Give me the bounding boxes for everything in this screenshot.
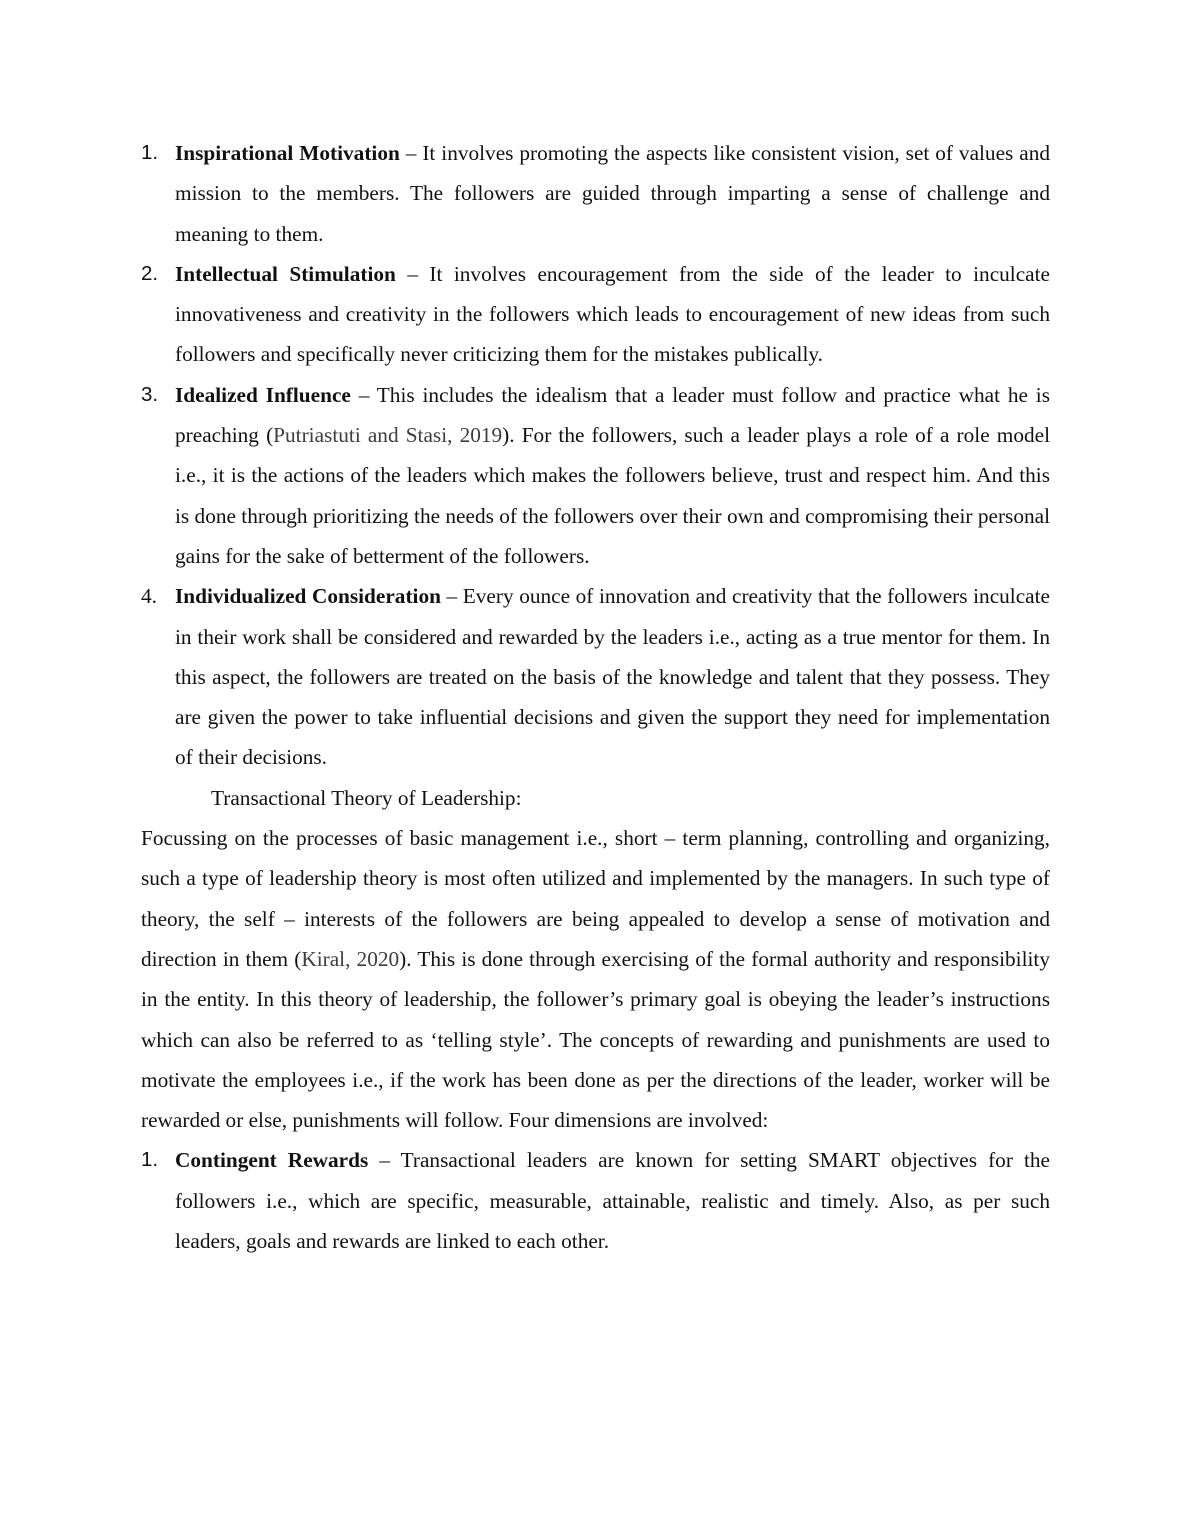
list-term: Inspirational Motivation bbox=[175, 141, 400, 165]
body-paragraph bbox=[141, 818, 1050, 1140]
list-item-intellectual-stimulation bbox=[141, 254, 1050, 375]
document-page bbox=[141, 133, 1050, 1261]
list-number: 2. bbox=[141, 261, 159, 285]
list-term: Contingent Rewards bbox=[175, 1148, 369, 1173]
section-heading: Transactional Theory of Leadership: bbox=[211, 785, 522, 810]
list-item-individualized-consideration bbox=[141, 576, 1050, 777]
list-text: – Every ounce of innovation and creativity that the followers inculcate in their work shall be considered and rewarded by the leaders i.e., acting as a true mentor for them. In this aspect, the followers are treated on the basis of the knowledge and talent that they possess. They are given the power to take influential decisions and given the support they need for implementation of their decisions. bbox=[175, 584, 1050, 770]
list-number: 1. bbox=[141, 141, 159, 164]
list-item-inspirational-motivation bbox=[141, 133, 1050, 254]
citation: Putriastuti and Stasi, 2019 bbox=[273, 423, 503, 448]
list-term: Individualized Consideration bbox=[175, 584, 441, 609]
list-text-continued: ). For the followers, such a leader plays a role of a role model i.e., it is the actions of the leaders which makes the followers believe, trust and respect him. And this is done through prioritizing the needs of the followers over their own and compromising their personal gains for the sake of betterment of the followers. bbox=[175, 423, 1050, 568]
list-item-idealized-influence bbox=[141, 375, 1050, 576]
list-term: Intellectual Stimulation bbox=[175, 261, 396, 286]
list-term: Idealized Influence bbox=[175, 382, 351, 407]
paragraph-text: Focussing on the processes of basic management i.e., short – term planning, controlling and organizing, such a type of leadership theory is most often utilized and implemented by the managers. In such type of theory, the self – interests of the followers are being appealed to develop a sense of motivation and direction in them ( bbox=[141, 826, 1050, 971]
list-text: – It involves encouragement from the side of the leader to inculcate innovativeness and creativity in the followers which leads to encouragement of new ideas from such followers and specifically never criticizing them for the mistakes publically. bbox=[175, 261, 1051, 367]
citation: Kiral, 2020 bbox=[301, 946, 400, 971]
list-text: – Transactional leaders are known for setting SMART objectives for the followers i.e., which are specific, measurable, attainable, realistic and timely. Also, as per such leaders, goals and rewards are linked to each other. bbox=[175, 1148, 1050, 1254]
list-number: 4. bbox=[141, 584, 157, 609]
list-text: – It involves promoting the aspects like consistent vision, set of values and mission to the members. The followers are guided through imparting a sense of challenge and meaning to them. bbox=[175, 141, 1050, 246]
paragraph-text-continued: ). This is done through exercising of the formal authority and responsibility in the entity. In this theory of leadership, the follower’s primary goal is obeying the leader’s instructions which can also be referred to as ‘telling style’. The concepts of rewarding and punishments are used to motivate the employees i.e., if the work has been done as per the directions of the leader, worker will be rewarded or else, punishments will follow. Four dimensions are involved: bbox=[141, 946, 1050, 1133]
list-number: 1. bbox=[141, 1148, 159, 1172]
list-item-contingent-rewards bbox=[141, 1140, 1050, 1261]
list-text: – This includes the idealism that a leader must follow and practice what he is preaching ( bbox=[175, 382, 1050, 448]
list-number: 3. bbox=[141, 382, 159, 406]
